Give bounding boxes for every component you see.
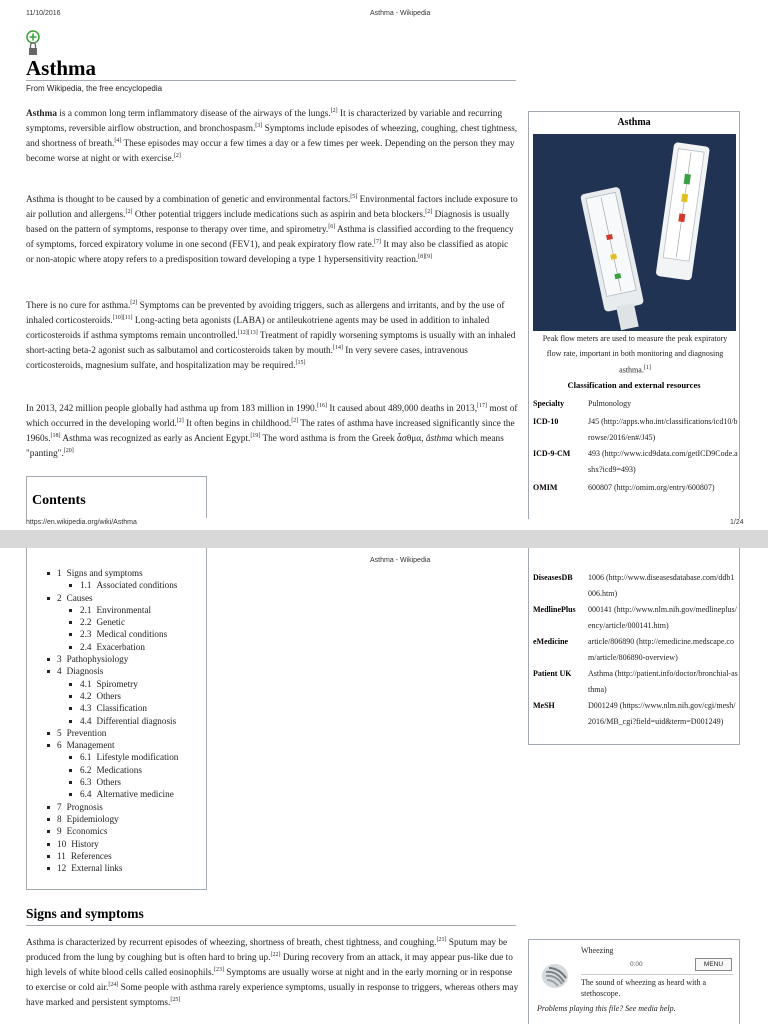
- bullet-icon: [47, 867, 50, 870]
- toc-number: 2.3: [80, 629, 92, 640]
- toc-label[interactable]: Management: [66, 740, 115, 751]
- table-of-contents-box: [26, 476, 207, 518]
- toc-item[interactable]: [47, 813, 178, 825]
- citation[interactable]: [2]: [125, 208, 133, 215]
- toc-number: 1: [57, 568, 62, 578]
- bullet-icon: [47, 830, 50, 833]
- infobox-row-icd9: ICD-9-CM 493 (http://www.icd9data.com/getICD9Code.ashx?icd9=493): [533, 449, 738, 474]
- toc-item[interactable]: [47, 592, 178, 604]
- title-divider: [26, 80, 516, 81]
- toc-item[interactable]: [47, 850, 178, 862]
- infobox-row-patient-uk: Patient UK Asthma (http://patient.info/doctor/bronchial-asthma): [533, 669, 738, 694]
- toc-label[interactable]: History: [71, 838, 99, 849]
- infobox: [528, 111, 740, 519]
- media-help-link[interactable]: Problems playing this file? See media help.: [537, 1004, 676, 1013]
- toc-label[interactable]: Causes: [66, 592, 93, 603]
- contents-heading: Contents: [32, 493, 86, 508]
- toc-number: 4.4: [80, 715, 92, 726]
- bullet-icon: [69, 633, 72, 636]
- bullet-icon: [47, 855, 50, 858]
- toc-number: 6.4: [80, 789, 92, 800]
- toc-label[interactable]: Signs and symptoms: [66, 568, 143, 578]
- toc-label[interactable]: Medical conditions: [96, 629, 168, 640]
- bullet-icon: [69, 769, 72, 772]
- protection-lock-icon[interactable]: [26, 30, 40, 56]
- citation[interactable]: [7]: [374, 238, 382, 245]
- infobox-row-diseasesdb: DiseasesDB 1006 (http://www.diseasesdatabase.com/ddb1006.htm): [533, 573, 735, 598]
- bullet-icon: [69, 646, 72, 649]
- toc-number: 8: [57, 813, 62, 824]
- bullet-icon: [47, 658, 50, 661]
- bullet-icon: [69, 720, 72, 723]
- toc-item[interactable]: [47, 628, 178, 640]
- signs-paragraph: Asthma is characterized by recurrent episodes of wheezing, shortness of breath, chest tightness, and coughing.[21] Sputum may be produced from the lung by coughing but is often hard to bring up.[22] During recovery from an attack, it may appear pus-like due to high levels of white blood cells called eosinophils.[23] Symptoms are usually worse at night and in the early morning or in response to exercise or cold air.[24] Some people with asthma rarely experience symptoms, usually in response to triggers, whereas others may have marked and persistent symptoms.[25]: [26, 936, 519, 1008]
- toc-item[interactable]: [47, 579, 178, 591]
- toc-item[interactable]: [47, 739, 178, 751]
- bullet-icon: [47, 732, 50, 735]
- citation[interactable]: [2]: [425, 208, 433, 215]
- audio-description: The sound of wheezing as heard with a stethoscope.: [581, 978, 707, 998]
- toc-label[interactable]: Medications: [96, 764, 142, 775]
- audio-time: 0:00: [630, 961, 643, 968]
- citation[interactable]: [17]: [477, 402, 488, 409]
- print-header-title: Asthma - Wikipedia: [370, 10, 431, 17]
- toc-item[interactable]: [47, 604, 178, 616]
- toc-number: 12: [57, 863, 67, 874]
- toc-number: 2.2: [80, 617, 92, 628]
- citation[interactable]: [16]: [317, 402, 328, 409]
- toc-item[interactable]: [47, 838, 178, 850]
- bold-term: Asthma: [26, 109, 57, 119]
- infobox-row-emedicine: eMedicine article/806890 (http://emedicine.medscape.com/article/806890-overview): [533, 637, 734, 662]
- toc-label[interactable]: External links: [71, 863, 123, 874]
- infobox-title: Asthma: [617, 117, 651, 128]
- toc-item[interactable]: [47, 665, 178, 677]
- toc-number: 11: [57, 850, 66, 861]
- infobox-caption: Peak flow meters are used to measure the peak expiratory flow rate, important in both monitoring and diagnosing asthma.[1]: [542, 334, 728, 375]
- toc-number: 2.1: [80, 604, 92, 615]
- toc-item[interactable]: [47, 801, 178, 813]
- citation[interactable]: [2]: [291, 417, 299, 424]
- page-title: Asthma: [26, 56, 97, 80]
- tagline: From Wikipedia, the free encyclopedia: [26, 84, 163, 93]
- citation[interactable]: [18]: [50, 432, 61, 439]
- toc-item[interactable]: [47, 727, 178, 739]
- audio-media-box: [528, 939, 740, 1024]
- intro-paragraph-1: Asthma is a common long term inflammatory disease of the airways of the lungs.[2] It is characterized by variable and recurring symptoms, reversible airflow obstruction, and bronchospasm.[3] Symptoms include episodes of wheezing, coughing, chest tightness, and shortness of breath.[4] These episodes may occur a few times a day or a few times per week. Depending on the person they may become worse at night or with exercise.[2]: [26, 107, 518, 164]
- toc-label[interactable]: Genetic: [96, 617, 126, 628]
- audio-label: Wheezing: [581, 946, 614, 955]
- toc-label[interactable]: Others: [96, 690, 121, 701]
- toc-label[interactable]: Diagnosis: [66, 666, 104, 677]
- toc-item[interactable]: [47, 862, 178, 874]
- bullet-icon: [47, 806, 50, 809]
- intro-paragraph-4: In 2013, 242 million people globally had asthma up from 183 million in 1990.[16] It caused about 489,000 deaths in 2013,[17] most of which occurred in the developing world.[2] It often begins in childhood.[2] The rates of asthma have increased significantly since the 1960s.[18] Asthma was recognized as early as Ancient Egypt.[19] The word asthma is from the Greek ἆσθμα, âsthma which means "panting".[20]: [26, 402, 518, 459]
- toc-number: 4.1: [80, 678, 92, 689]
- audio-progress-track[interactable]: [581, 974, 733, 975]
- infobox-continued: [528, 548, 740, 745]
- toc-number: 1.1: [80, 580, 92, 591]
- classification-heading: Classification and external resources: [567, 380, 701, 390]
- footer-url: https://en.wikipedia.org/wiki/Asthma: [26, 519, 137, 526]
- bullet-icon: [47, 597, 50, 600]
- speaker-icon[interactable]: [541, 962, 569, 990]
- page-separator: [0, 530, 768, 548]
- table-of-contents-list: [26, 548, 207, 890]
- bullet-icon: [47, 670, 50, 673]
- toc-label[interactable]: Alternative medicine: [96, 789, 174, 800]
- footer-page-number: 1/24: [730, 519, 744, 526]
- bullet-icon: [69, 584, 72, 587]
- infobox-row-medlineplus: MedlinePlus 000141 (http://www.nlm.nih.gov/medlineplus/ency/article/000141.htm): [533, 605, 737, 630]
- toc-label[interactable]: Prognosis: [66, 801, 103, 812]
- infobox-row-omim: OMIM 600807 (http://omim.org/entry/600807): [533, 483, 715, 492]
- toc-item[interactable]: [47, 788, 178, 800]
- toc-number: 6.2: [80, 764, 92, 775]
- bullet-icon: [69, 695, 72, 698]
- toc-label[interactable]: Differential diagnosis: [96, 715, 177, 726]
- toc-item[interactable]: [47, 702, 178, 714]
- toc-number: 4.2: [80, 690, 92, 701]
- toc-label[interactable]: Environmental: [96, 604, 152, 615]
- toc-item[interactable]: [47, 825, 178, 837]
- toc-item[interactable]: [47, 764, 178, 776]
- bullet-icon: [69, 621, 72, 624]
- section-heading-signs-and-symptoms: Signs and symptoms: [26, 906, 144, 921]
- toc-item[interactable]: [47, 616, 178, 628]
- bullet-icon: [69, 683, 72, 686]
- toc-number: 7: [57, 801, 62, 812]
- bullet-icon: [69, 707, 72, 710]
- intro-paragraph-3: There is no cure for asthma.[2] Symptoms can be prevented by avoiding triggers, such as allergens and irritants, and by the use of inhaled corticosteroids.[10][11] Long-acting beta agonists (LABA) or antileukotriene agents may be used in addition to inhaled corticosteroids if asthma symptoms remain uncontrolled.[12][13] Treatment of rapidly worsening symptoms is usually with an inhaled short-acting beta-2 agonist such as salbutamol and corticosteroids taken by mouth.[14] In very severe cases, intravenous corticosteroids, magnesium sulfate, and hospitalization may be required.[15]: [26, 299, 516, 371]
- citation[interactable]: [1]: [643, 365, 651, 371]
- bullet-icon: [47, 843, 50, 846]
- toc-label[interactable]: References: [70, 850, 112, 861]
- citation[interactable]: [2]: [173, 152, 181, 159]
- toc-label[interactable]: Pathophysiology: [66, 654, 129, 665]
- citation[interactable]: [5]: [350, 193, 358, 200]
- toc-item[interactable]: [47, 653, 178, 665]
- toc-label[interactable]: Economics: [66, 826, 108, 837]
- toc-item[interactable]: [47, 715, 178, 727]
- citation[interactable]: [6]: [328, 223, 336, 230]
- toc-item[interactable]: [47, 776, 178, 788]
- toc-number: 4.3: [80, 703, 92, 714]
- bullet-icon: [69, 609, 72, 612]
- citation[interactable]: [3]: [255, 122, 263, 129]
- bullet-icon: [47, 818, 50, 821]
- toc-number: 3: [57, 654, 62, 665]
- toc-number: 6: [57, 740, 62, 751]
- toc-item[interactable]: [47, 751, 178, 763]
- toc-number: 10: [57, 838, 67, 849]
- toc-label[interactable]: Epidemiology: [66, 813, 119, 824]
- citation[interactable]: [10][11]: [112, 314, 133, 321]
- bullet-icon: [69, 793, 72, 796]
- bullet-icon: [69, 756, 72, 759]
- citation[interactable]: [8][9]: [418, 253, 433, 260]
- toc-number: 2: [57, 592, 62, 603]
- toc-item[interactable]: [47, 641, 178, 653]
- toc-number: 4: [57, 666, 62, 677]
- toc-number: 6.3: [80, 777, 92, 788]
- toc-label[interactable]: Prevention: [66, 727, 107, 738]
- infobox-row-specialty: Specialty Pulmonology: [533, 399, 632, 408]
- bullet-icon: [47, 572, 50, 575]
- citation[interactable]: [19]: [250, 432, 261, 439]
- section-divider: [26, 925, 516, 926]
- toc-item[interactable]: [47, 678, 178, 690]
- bullet-icon: [69, 781, 72, 784]
- toc-label[interactable]: Exacerbation: [96, 641, 145, 652]
- citation[interactable]: [2]: [176, 417, 184, 424]
- infobox-row-mesh: MeSH D001249 (https://www.nlm.nih.gov/cgi/mesh/2016/MB_cgi?field=uid&term=D001249): [533, 701, 736, 726]
- toc-number: 2.4: [80, 641, 92, 652]
- print-date: 11/10/2016: [26, 10, 61, 17]
- infobox-row-icd10: ICD-10 J45 (http://apps.who.int/classifications/icd10/browse/2016/en#/J45): [533, 417, 738, 442]
- citation[interactable]: [24]: [108, 981, 119, 988]
- toc-label[interactable]: Lifestyle modification: [96, 752, 179, 763]
- toc-entries: [47, 567, 178, 874]
- citation[interactable]: [14]: [332, 344, 343, 351]
- citation[interactable]: [22]: [270, 951, 281, 958]
- bullet-icon: [47, 744, 50, 747]
- citation[interactable]: [23]: [213, 966, 224, 973]
- citation[interactable]: [20]: [63, 447, 74, 454]
- toc-number: 9: [57, 826, 62, 837]
- citation[interactable]: [2]: [130, 299, 138, 306]
- audio-menu-button[interactable]: MENU: [695, 958, 732, 971]
- toc-label[interactable]: Associated conditions: [96, 580, 178, 591]
- toc-number: 6.1: [80, 752, 92, 763]
- document-page-2: [0, 548, 768, 1024]
- toc-label[interactable]: Classification: [96, 703, 148, 714]
- citation[interactable]: [25]: [170, 996, 181, 1003]
- toc-item[interactable]: [47, 690, 178, 702]
- toc-number: 5: [57, 727, 62, 738]
- toc-item[interactable]: [47, 567, 178, 579]
- citation[interactable]: [21]: [436, 936, 447, 943]
- citation[interactable]: [15]: [295, 359, 306, 366]
- print-header-title: Asthma - Wikipedia: [370, 557, 431, 564]
- toc-label[interactable]: Others: [96, 777, 121, 788]
- toc-label[interactable]: Spirometry: [96, 678, 138, 689]
- intro-paragraph-2: Asthma is thought to be caused by a combination of genetic and environmental factors.[5] Environmental factors include exposure to air pollution and allergens.[2] Other potential triggers include medications such as aspirin and beta blockers.[2] Diagnosis is usually based on the pattern of symptoms, response to therapy over time, and spirometry.[6] Asthma is classified according to the frequency of symptoms, forced expiratory volume in one second (FEV1), and peak expiratory flow rate.[7] It may also be classified as atopic or non-atopic where atopy refers to a predisposition toward developing a type 1 hypersensitivity reaction.[8][9]: [26, 193, 518, 265]
- peak-flow-meter-image[interactable]: [533, 134, 736, 331]
- citation[interactable]: [12][13]: [237, 329, 258, 336]
- citation[interactable]: [2]: [330, 107, 338, 114]
- citation[interactable]: [4]: [114, 137, 122, 144]
